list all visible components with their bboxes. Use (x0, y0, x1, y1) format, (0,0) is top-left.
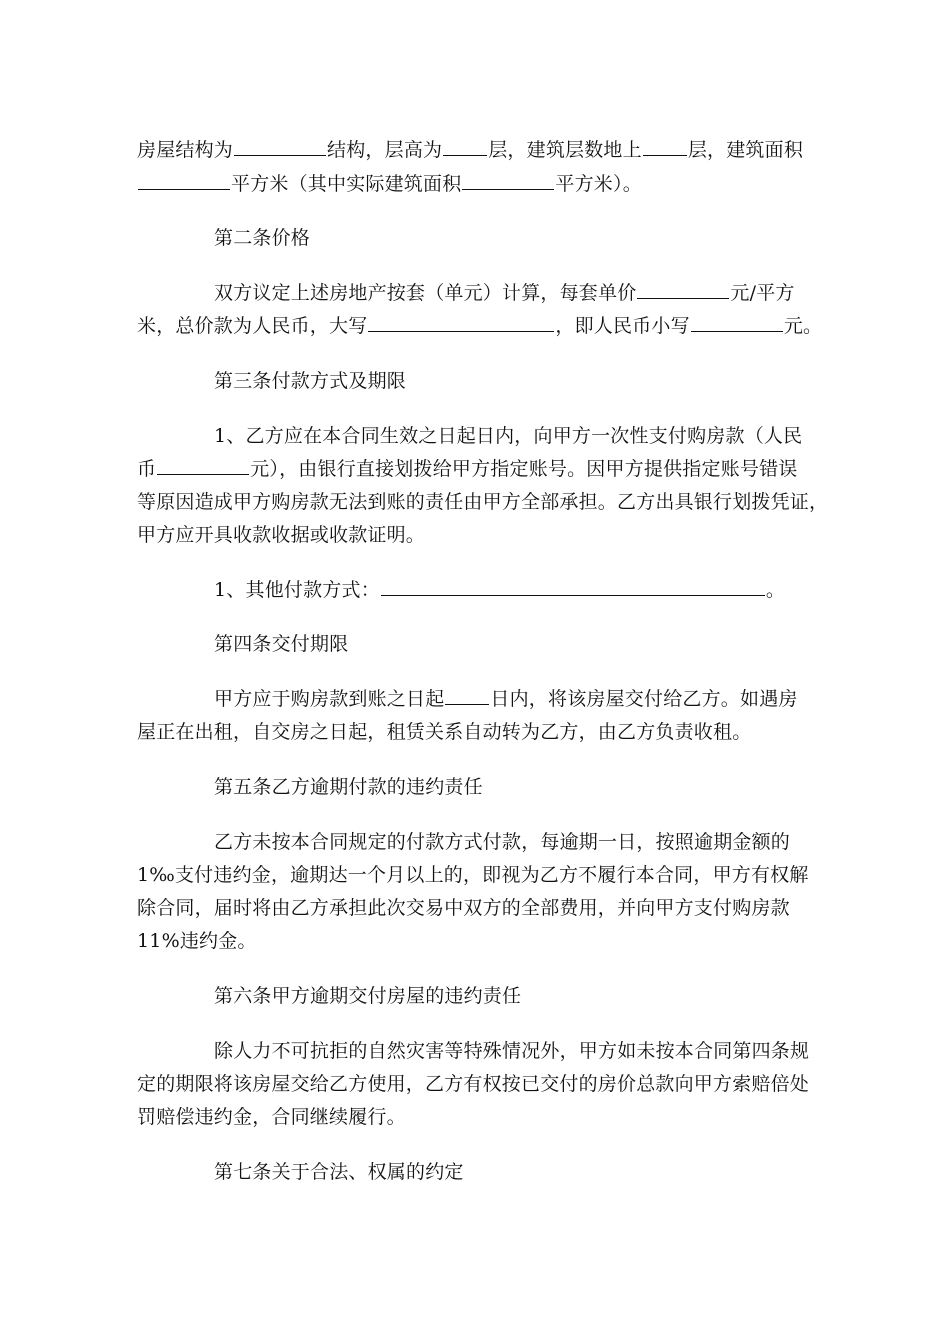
paragraph-line: 乙方未按本合同规定的付款方式付款，每逾期一日，按照逾期金额的 (214, 831, 791, 853)
article-6-title: 第六条甲方逾期交付房屋的违约责任 (214, 985, 522, 1007)
blank-field[interactable] (637, 281, 729, 299)
blank-field[interactable] (643, 138, 687, 156)
blank-field[interactable] (462, 172, 554, 190)
article-3-title: 第三条付款方式及期限 (214, 370, 407, 392)
paragraph-line: 除人力不可抗拒的自然灾害等特殊情况外，甲方如未按本合同第四条规 (214, 1040, 810, 1062)
article-5-title: 第五条乙方逾期付款的违约责任 (214, 776, 483, 798)
paragraph-line (137, 314, 822, 338)
text-span: 元），由银行直接划拨给甲方指定账号。因甲方提供指定账号错误 (250, 458, 798, 480)
blank-field[interactable] (234, 138, 326, 156)
paragraph-line (214, 687, 798, 711)
paragraph-line (137, 457, 798, 481)
paragraph-line: 11%违约金。 (137, 930, 257, 952)
paragraph-line: 定的期限将该房屋交给乙方使用，乙方有权按已交付的房价总款向甲方索赔倍处 (137, 1073, 810, 1095)
paragraph-line (214, 578, 785, 602)
blank-field[interactable] (157, 457, 249, 475)
article-4-title: 第四条交付期限 (214, 633, 349, 655)
text-span: 房屋结构为 (137, 139, 234, 161)
text-span: 双方议定上述房地产按套（单元）计算，每套单价 (214, 282, 637, 304)
text-span: 。 (765, 579, 786, 601)
text-span: 层，建筑层数地上 (488, 139, 642, 161)
text-span: 甲方应于购房款到账之日起 (214, 688, 445, 710)
text-span: 日内，将该房屋交付给乙方。如遇房 (490, 688, 798, 710)
paragraph-line (214, 281, 795, 305)
blank-field[interactable] (138, 172, 230, 190)
text-span: 平方米（其中实际建筑面积 (231, 173, 462, 195)
paragraph-line (137, 172, 642, 196)
text-span: 元。 (783, 315, 823, 337)
text-span: 元/平方 (730, 282, 795, 304)
paragraph-line (137, 138, 803, 162)
blank-field[interactable] (443, 138, 487, 156)
text-span: 层，建筑面积 (687, 139, 804, 161)
article-2-title: 第二条价格 (214, 227, 311, 249)
text-span: 结构，层高为 (327, 139, 443, 161)
paragraph-line: 甲方应开具收款收据或收款证明。 (137, 524, 426, 546)
paragraph-line: 1、乙方应在本合同生效之日起日内，向甲方一次性支付购房款（人民 (214, 425, 803, 447)
paragraph-line: 罚赔偿违约金，合同继续履行。 (137, 1106, 406, 1128)
paragraph-line: 1‰支付违约金，逾期达一个月以上的，即视为乙方不履行本合同，甲方有权解 (137, 864, 809, 886)
article-7-title: 第七条关于合法、权属的约定 (214, 1161, 464, 1183)
text-span: 1、其他付款方式： (214, 579, 380, 601)
text-span: 币 (137, 458, 157, 480)
paragraph-line: 除合同，届时将由乙方承担此次交易中双方的全部费用，并向甲方支付购房款 (137, 897, 790, 919)
text-span: 米，总价款为人民币，大写 (137, 315, 368, 337)
blank-field[interactable] (691, 314, 783, 332)
blank-field[interactable] (368, 314, 554, 332)
paragraph-line: 等原因造成甲方购房款无法到账的责任由甲方全部承担。乙方出具银行划拨凭证， (137, 491, 829, 513)
text-span: ，即人民币小写 (555, 315, 690, 337)
blank-field[interactable] (381, 578, 765, 596)
blank-field[interactable] (445, 687, 489, 705)
text-span: 平方米）。 (555, 173, 642, 195)
paragraph-line: 屋正在出租，自交房之日起，租赁关系自动转为乙方，由乙方负责收租。 (137, 721, 752, 743)
